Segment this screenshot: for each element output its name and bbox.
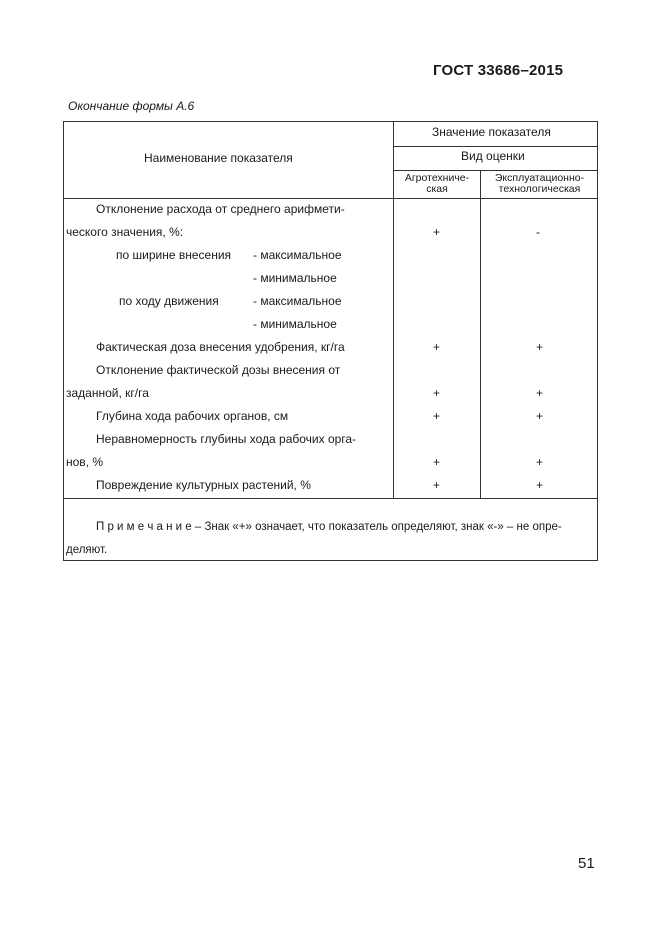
row-dose-deviation-expl: + [536, 386, 544, 400]
row-crop-damage: Повреждение культурных растений, % [96, 478, 311, 492]
row-working-depth: Глубина хода рабочих органов, см [96, 409, 289, 423]
row-depth-unevenness-line1: Неравномерность глубины хода рабочих орга- [96, 432, 357, 446]
header-indicator-value: Значение показателя [432, 125, 551, 139]
row-width-max: - максимальное [253, 248, 342, 262]
header-agro: Агротехниче- ская [404, 172, 470, 195]
row-crop-damage-agro: + [433, 478, 441, 492]
form-caption: Окончание формы А.6 [68, 99, 195, 113]
row-travel-label: по ходу движения [119, 294, 219, 308]
row-deviation-expl: - [536, 225, 540, 239]
page-number: 51 [578, 855, 595, 872]
row-width-min: - минимальное [253, 271, 337, 285]
row-deviation-line2: ческого значения, %: [66, 225, 184, 239]
standard-number: ГОСТ 33686–2015 [433, 62, 564, 79]
col-divider-type [480, 170, 481, 498]
row-dose-deviation-agro: + [433, 386, 441, 400]
table-note-continuation: деляют. [66, 544, 108, 556]
row-dose-deviation-line1: Отклонение фактической дозы внесения от [96, 363, 341, 377]
row-actual-dose-agro: + [433, 340, 441, 354]
indicator-table [63, 121, 598, 561]
header-rule-type [393, 170, 598, 171]
row-working-depth-expl: + [536, 409, 544, 423]
header-rule-value [393, 146, 598, 147]
header-indicator-name: Наименование показателя [144, 151, 293, 165]
row-travel-max: - максимальное [253, 294, 342, 308]
table-note [96, 520, 562, 534]
row-depth-unevenness-line2: нов, % [66, 455, 104, 469]
row-deviation-agro: + [433, 225, 441, 239]
body-bottom-rule [64, 498, 598, 499]
row-deviation-line1: Отклонение расхода от среднего арифмети- [96, 202, 345, 216]
row-actual-dose: Фактическая доза внесения удобрения, кг/га [96, 340, 345, 354]
row-working-depth-agro: + [433, 409, 441, 423]
note-lead: П р и м е ч а н и е [96, 521, 192, 533]
row-width-label: по ширине внесения [116, 248, 232, 262]
header-assessment-type: Вид оценки [461, 149, 525, 163]
row-crop-damage-expl: + [536, 478, 544, 492]
row-depth-unevenness-agro: + [433, 455, 441, 469]
row-actual-dose-expl: + [536, 340, 544, 354]
header-bottom-rule [64, 198, 598, 199]
note-text: – Знак «+» означает, что показатель определяют, знак «-» – не опре- [191, 521, 562, 533]
row-travel-min: - минимальное [253, 317, 337, 331]
row-depth-unevenness-expl: + [536, 455, 544, 469]
row-dose-deviation-line2: заданной, кг/га [66, 386, 149, 400]
header-expl: Эксплуатационно- технологическая [494, 172, 585, 195]
